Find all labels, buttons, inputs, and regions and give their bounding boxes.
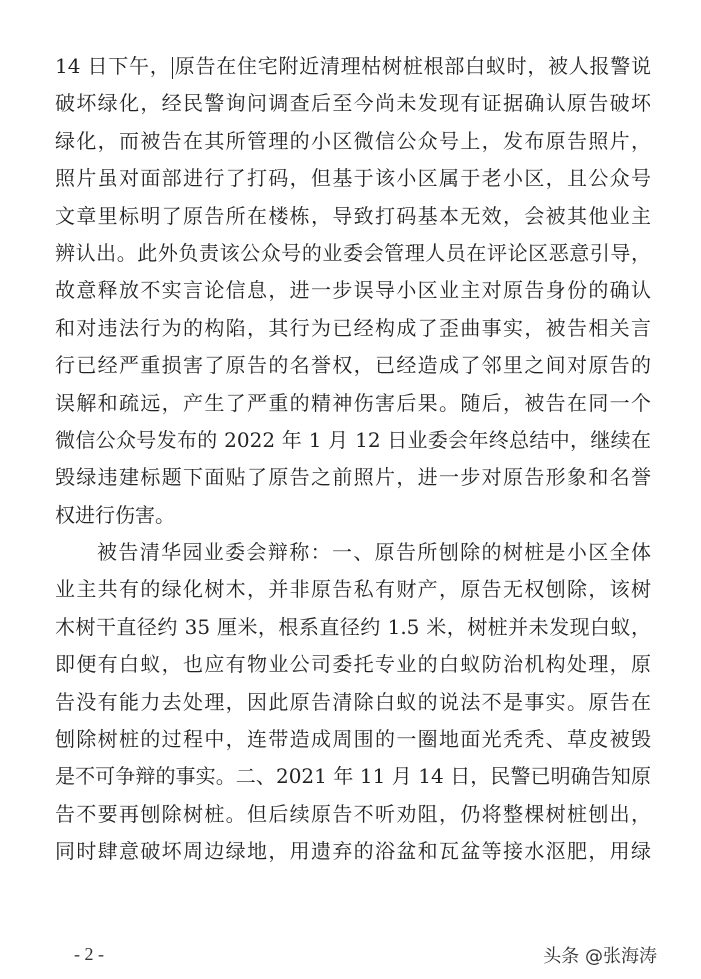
text-line: 绿化，而被告在其所管理的小区微信公众号上，发布原告照片， — [55, 128, 651, 153]
text-line: 告不要再刨除树桩。但后续原告不听劝阻，仍将整棵树桩刨出， — [55, 801, 651, 826]
text-line: 被告清华园业委会辩称：一、原告所刨除的树桩是小区全体 — [97, 540, 651, 565]
text-line: 木树干直径约 35 厘米，根系直径约 1.5 米，树桩并未发现白蚁， — [55, 614, 651, 639]
document-body — [55, 48, 651, 871]
text-cursor — [172, 57, 174, 79]
paragraph-2 — [55, 534, 651, 871]
paragraph-1 — [55, 48, 651, 534]
text-line: 误解和疏远，产生了严重的精神伤害后果。随后，被告在同一个 — [55, 390, 651, 415]
text-line: 照片虽对面部进行了打码，但基于该小区属于老小区，且公众号 — [55, 166, 651, 191]
text-line: 同时肆意破坏周边绿地，用遗弃的浴盆和瓦盆等接水沤肥，用绿 — [55, 839, 651, 864]
text-line: 权进行伤害。 — [55, 502, 175, 527]
text-line: 业主共有的绿化树木，并非原告私有财产，原告无权刨除，该树 — [55, 577, 651, 602]
text-line: 破坏绿化，经民警询问调查后至今尚未发现有证据确认原告破坏 — [55, 91, 651, 116]
text-line: 文章里标明了原告所在楼栋，导致打码基本无效，会被其他业主 — [55, 203, 651, 228]
text-line: 和对违法行为的构陷，其行为已经构成了歪曲事实，被告相关言 — [55, 315, 651, 340]
line-start: 14 日下午， — [55, 54, 171, 78]
watermark: 头条 @张海涛 — [543, 946, 657, 967]
text-line: 辨认出。此外负责该公众号的业委会管理人员在评论区恶意引导， — [55, 240, 651, 265]
text-line: 微信公众号发布的 2022 年 1 月 12 日业委会年终总结中，继续在 — [55, 427, 651, 452]
text-line: 是不可争辩的事实。二、2021 年 11 月 14 日，民警已明确告知原 — [55, 764, 651, 789]
text-line: 即便有白蚁，也应有物业公司委托专业的白蚁防治机构处理，原 — [55, 652, 651, 677]
text-line — [55, 48, 651, 85]
text-line: 刨除树桩的过程中，连带造成周围的一圈地面光秃秃、草皮被毁 — [55, 727, 651, 752]
page-number: - 2 - — [74, 944, 104, 964]
text-line: 故意释放不实言论信息，进一步误导小区业主对原告身份的确认 — [55, 278, 651, 303]
text-line: 告没有能力去处理，因此原告清除白蚁的说法不是事实。原告在 — [55, 689, 651, 714]
text-line: 毁绿违建标题下面贴了原告之前照片，进一步对原告形象和名誉 — [55, 465, 651, 490]
line-rest: 原告在住宅附近清理枯树桩根部白蚁时，被人报警说 — [174, 54, 651, 78]
text-line: 行已经严重损害了原告的名誉权，已经造成了邻里之间对原告的 — [55, 353, 651, 378]
